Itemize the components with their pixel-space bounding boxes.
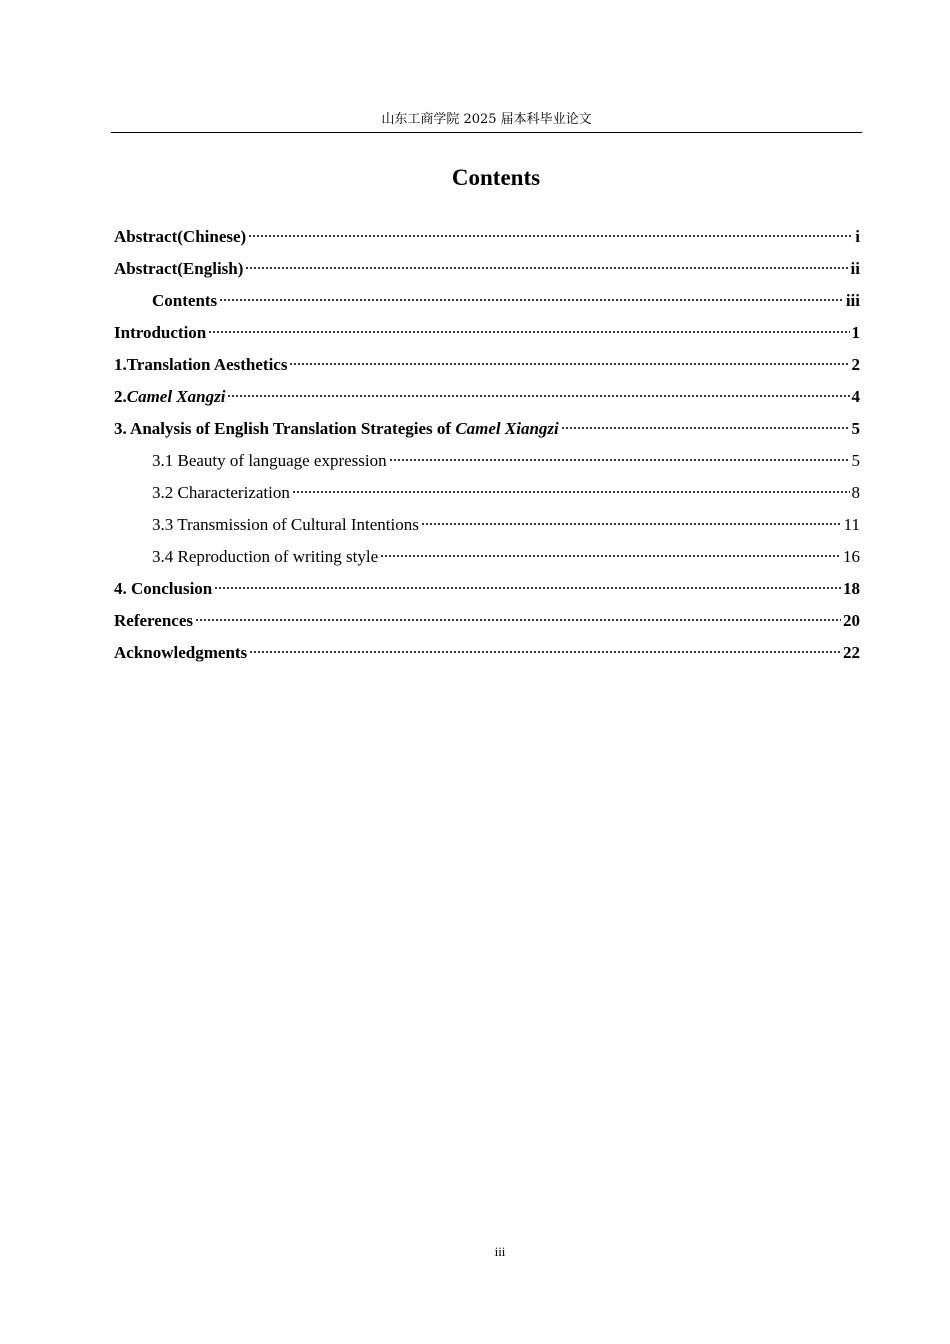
toc-entry-page: 8 — [851, 483, 860, 502]
toc-entry-page: 2 — [851, 355, 860, 374]
dot-leader — [214, 586, 841, 590]
table-of-contents — [114, 224, 860, 672]
toc-entry[interactable] — [114, 256, 860, 288]
dot-leader — [208, 330, 849, 334]
toc-entry-page: i — [855, 227, 860, 246]
toc-entry-page: 4 — [851, 387, 860, 406]
toc-entry-label: 3.4 Reproduction of writing style — [152, 547, 379, 566]
toc-entry[interactable] — [114, 352, 860, 384]
toc-entry-label: 1.Translation Aesthetics — [114, 355, 288, 374]
toc-entry-label: 3.1 Beauty of language expression — [152, 451, 387, 470]
toc-entry-page: 18 — [843, 579, 860, 598]
dot-leader — [421, 522, 842, 526]
page-header: 山东工商学院 2025 届本科毕业论文 — [381, 112, 592, 127]
dot-leader — [380, 554, 841, 558]
toc-entry[interactable] — [114, 512, 860, 544]
toc-entry[interactable] — [114, 480, 860, 512]
dot-leader — [389, 458, 850, 462]
toc-entry-page: ii — [850, 259, 860, 278]
toc-entry[interactable] — [114, 224, 860, 256]
toc-entry-page: 1 — [851, 323, 860, 342]
page-number: iii — [494, 1244, 506, 1259]
toc-entry-label: Acknowledgments — [114, 643, 248, 662]
toc-entry-page: 5 — [851, 451, 860, 470]
toc-entry-page: 5 — [851, 419, 860, 438]
dot-leader — [227, 394, 849, 398]
toc-entry[interactable] — [114, 320, 860, 352]
toc-entry[interactable] — [114, 608, 860, 640]
toc-entry-label: 2.Camel Xangzi — [114, 387, 226, 406]
toc-entry-label: Introduction — [114, 323, 207, 342]
toc-entry-page: 20 — [843, 611, 860, 630]
toc-entry[interactable] — [114, 544, 860, 576]
dot-leader — [292, 490, 850, 494]
header-divider — [111, 132, 862, 133]
toc-entry[interactable] — [114, 576, 860, 608]
toc-entry[interactable] — [114, 640, 860, 672]
toc-entry-label: Abstract(Chinese) — [114, 227, 247, 246]
dot-leader — [245, 266, 848, 270]
dot-leader — [219, 298, 844, 302]
toc-entry[interactable] — [114, 288, 860, 320]
toc-entry[interactable] — [114, 448, 860, 480]
toc-entry-label: 3.2 Characterization — [152, 483, 290, 502]
toc-entry-label: 3.3 Transmission of Cultural Intentions — [152, 515, 419, 534]
toc-entry-label: 3. Analysis of English Translation Strategies of Camel Xiangzi — [114, 419, 559, 438]
dot-leader — [561, 426, 850, 430]
dot-leader — [249, 650, 841, 654]
dot-leader — [195, 618, 841, 622]
toc-entry-page: 22 — [843, 643, 860, 662]
toc-entry-page: 16 — [843, 547, 860, 566]
page-title: Contents — [451, 165, 541, 190]
toc-entry-label: References — [114, 611, 193, 630]
toc-entry[interactable] — [114, 384, 860, 416]
toc-entry-label: 4. Conclusion — [114, 579, 213, 598]
toc-entry-page: 11 — [843, 515, 860, 534]
dot-leader — [248, 234, 853, 238]
toc-entry-label: Contents — [152, 291, 218, 310]
dot-leader — [289, 362, 849, 366]
toc-entry-page: iii — [845, 291, 860, 310]
toc-entry-label: Abstract(English) — [114, 259, 244, 278]
toc-entry[interactable] — [114, 416, 860, 448]
